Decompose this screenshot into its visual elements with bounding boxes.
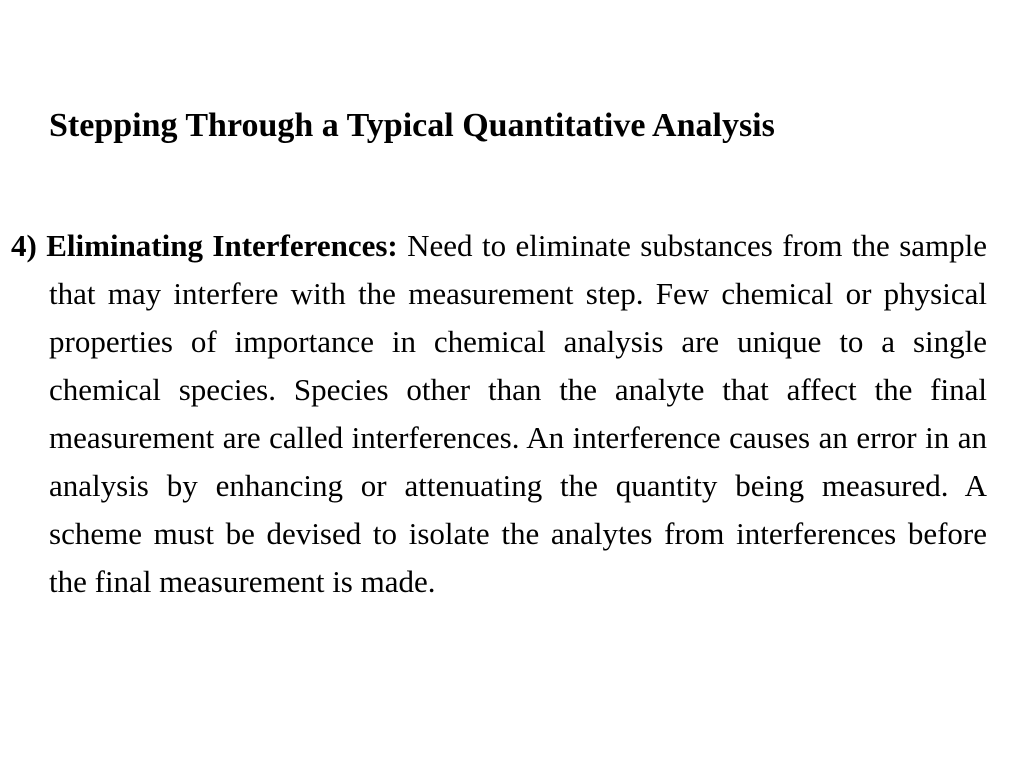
point-paragraph xyxy=(11,222,987,606)
point-heading: 4) Eliminating Interferences: xyxy=(11,228,398,263)
point-body: Need to eliminate substances from the sample that may interfere with the measurement step. Few chemical or physical properties of importance in chemical analysis are unique to a single chemical species. Species other than the analyte that affect the final measurement are called interferences. An interference causes an error in an analysis by enhancing or attenuating the quantity being measured. A scheme must be devised to isolate the analytes from interferences before the final measurement is made. xyxy=(49,228,987,599)
slide-title: Stepping Through a Typical Quantitative Analysis xyxy=(49,107,775,144)
